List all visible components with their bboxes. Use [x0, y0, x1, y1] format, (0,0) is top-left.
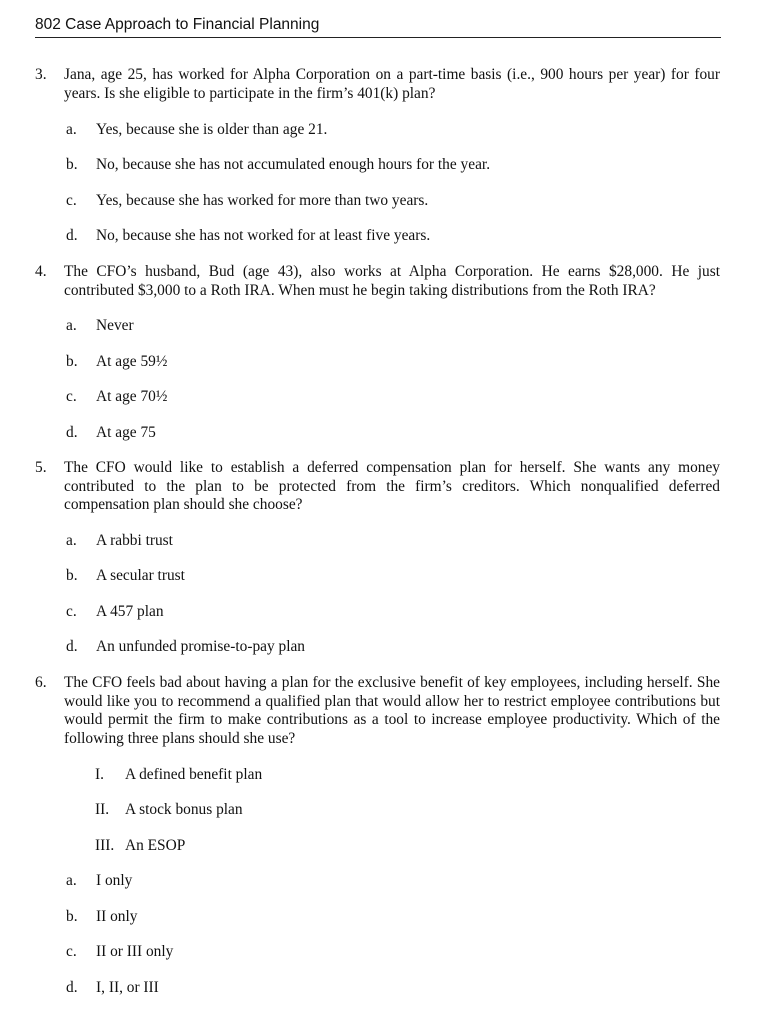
option-label: c. [66, 603, 77, 620]
question-text: The CFO feels bad about having a plan for the exclusive benefit of key employees, including herself. She would like you to recommend a qualified plan that would allow her to restrict employee contributions but would permit the firm to make contributions as a tool to increase employee productivity. Which of the following three plans should she use? [64, 674, 720, 747]
question-text: The CFO’s husband, Bud (age 43), also works at Alpha Corporation. He earns $28,000. He just contributed $3,000 to a Roth IRA. When must he begin taking distributions from the Roth IRA? [64, 263, 720, 299]
option-text: A secular trust [96, 567, 185, 584]
option-text: I, II, or III [96, 979, 159, 996]
option-text: At age 75 [96, 424, 156, 441]
option-text: A 457 plan [96, 603, 164, 620]
option-label: a. [66, 317, 77, 334]
option-text: At age 70½ [96, 388, 168, 405]
statement-label: III. [95, 837, 115, 854]
question-text: The CFO would like to establish a deferred compensation plan for herself. She wants any money contributed to the plan to be protected from the firm’s creditors. Which nonqualified deferred compensation plan should she choose? [64, 459, 720, 513]
statement-text: An ESOP [125, 837, 186, 854]
question-number: 5. [35, 459, 47, 476]
statement-label: I. [95, 766, 104, 783]
option-label: b. [66, 353, 78, 370]
statement-text: A defined benefit plan [125, 766, 263, 783]
option-label: d. [66, 638, 78, 655]
option-label: a. [66, 872, 77, 889]
question-number: 4. [35, 263, 47, 280]
option-label: c. [66, 943, 77, 960]
option-text: A rabbi trust [96, 532, 173, 549]
option-text: I only [96, 872, 133, 889]
option-text: Yes, because she has worked for more than two years. [96, 192, 429, 209]
question-number: 3. [35, 66, 47, 83]
option-text: At age 59½ [96, 353, 168, 370]
option-label: d. [66, 424, 78, 441]
option-label: d. [66, 227, 78, 244]
option-text: No, because she has not worked for at least five years. [96, 227, 431, 244]
option-label: c. [66, 192, 77, 209]
option-label: b. [66, 156, 78, 173]
option-label: c. [66, 388, 77, 405]
option-label: d. [66, 979, 78, 996]
option-text: II or III only [96, 943, 174, 960]
question-number: 6. [35, 674, 47, 691]
option-label: b. [66, 908, 78, 925]
option-text: An unfunded promise-to-pay plan [96, 638, 306, 655]
statement-label: II. [95, 801, 110, 818]
option-text: II only [96, 908, 138, 925]
option-text: No, because she has not accumulated enough hours for the year. [96, 156, 491, 173]
running-header [35, 16, 721, 38]
running-header-title: 802 Case Approach to Financial Planning [35, 16, 320, 33]
statement-text: A stock bonus plan [125, 801, 243, 818]
question-text: Jana, age 25, has worked for Alpha Corporation on a part-time basis (i.e., 900 hours per year) for four years. Is she eligible to participate in the firm’s 401(k) plan? [64, 66, 720, 102]
option-text: Yes, because she is older than age 21. [96, 121, 328, 138]
option-text: Never [96, 317, 134, 334]
option-label: a. [66, 532, 77, 549]
option-label: a. [66, 121, 77, 138]
option-label: b. [66, 567, 78, 584]
